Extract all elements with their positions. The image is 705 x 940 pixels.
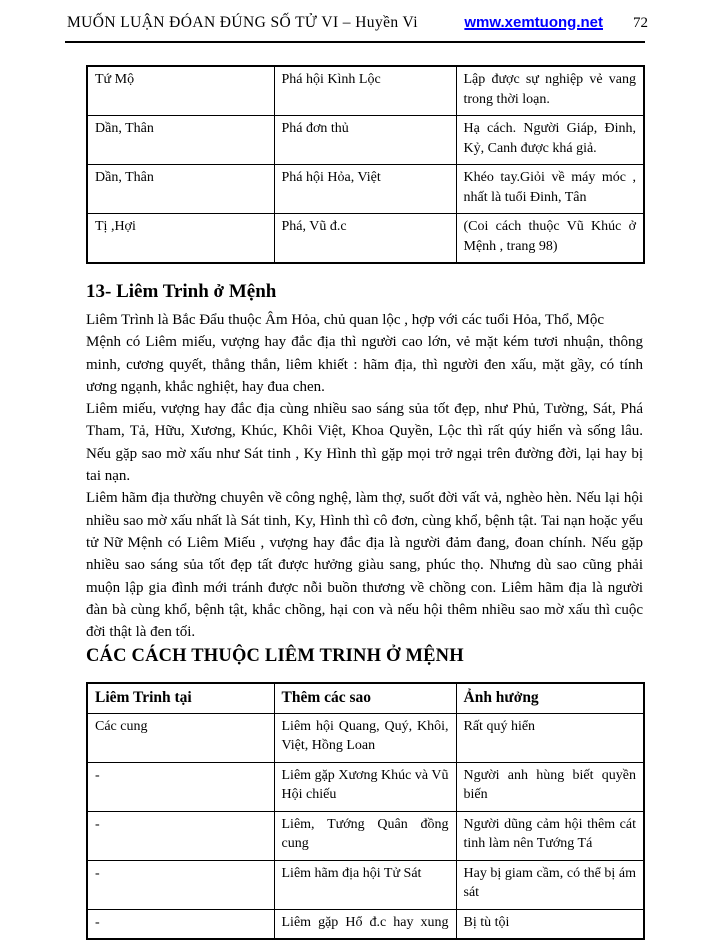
table-cell: Hạ cách. Người Giáp, Đinh, Kỷ, Canh được khá giả. (456, 116, 644, 165)
table-cell: Tứ Mộ (87, 66, 274, 116)
table-cell: Phá đơn thủ (274, 116, 456, 165)
table-row (87, 811, 644, 860)
body-paragraph: Liêm hãm địa thường chuyên về công nghệ, làm thợ, suốt đời vất vả, nghèo hèn. Nếu lại hội nhiều sao mờ xấu nhất là Sát tinh, Ky, Hình thì cô đơn, cùng khổ, bệnh tật. Tai nạn hoặc yểu tử Nữ Mệnh có Liêm Miếu , vượng hay đắc địa là người đảm đang, đoan chính. Nếu gặp nhiều sao sáng sủa tốt đẹp tất được hưởng giàu sang, phúc thọ. Nhưng dù sao cũng phải muộn lập gia đình mới tránh được nỗi buồn thương về chồng con. Liêm hãm địa là người đàn bà cùng khổ, bệnh tật, khắc chồng, hại con và nếu hội thêm nhiều sao mờ xấu thì cuộc đời thật là đen tối. (86, 490, 643, 641)
website-link[interactable]: wmw.xemtuong.net (464, 14, 603, 31)
body-paragraph: Liêm miếu, vượng hay đắc địa cùng nhiều sao sáng sủa tốt đẹp, như Phủ, Tường, Sát, Phá Tham, Tả, Hữu, Xương, Khúc, Khôi Việt, Khoa Quyền, Lộc thì rất qúy hiển và sống lâu. Nếu gặp sao mờ xấu như Sát tinh , Ky Hình thì gặp mọi trở ngại trên đường đời, lại hay bị tai nạn. (86, 401, 643, 485)
table-cell: Các cung (87, 713, 274, 762)
table-row (87, 909, 644, 939)
table-row (87, 116, 644, 165)
table-cell: Bị tù tội (456, 909, 644, 939)
page-content (86, 65, 643, 940)
table-row (87, 762, 644, 811)
pha-quan-cases-table (86, 65, 645, 264)
table-cell: Người anh hùng biết quyền biến (456, 762, 644, 811)
table-cell: - (87, 860, 274, 909)
table-cell: Rất quý hiển (456, 713, 644, 762)
table-cell: Liêm hội Quang, Quý, Khôi, Việt, Hồng Loan (274, 713, 456, 762)
cach-heading: CÁC CÁCH THUỘC LIÊM TRINH Ở MỆNH (86, 646, 464, 667)
body-paragraph: Mệnh có Liêm miếu, vượng hay đắc địa thì người cao lớn, vẻ mặt kém tươi nhuận, thông minh, cương quyết, thẳng thắn, liêm khiết : hãm địa, thì người đen xấu, mặt gầy, có tính ương ngạnh, khắc nghiệt, hay đua chen. (86, 334, 643, 395)
table-cell: Liêm, Tướng Quân đồng cung (274, 811, 456, 860)
table-cell: - (87, 762, 274, 811)
table-row (87, 214, 644, 264)
table-cell: (Coi cách thuộc Vũ Khúc ở Mệnh , trang 98) (456, 214, 644, 264)
column-header: Liêm Trinh tại (87, 683, 274, 713)
table-cell: Liêm gặp Hổ đ.c hay xung (274, 909, 456, 939)
table-cell: Dần, Thân (87, 116, 274, 165)
table-cell: Khéo tay.Giỏi về máy móc , nhất là tuổi Đinh, Tân (456, 165, 644, 214)
column-header: Ảnh hưởng (456, 683, 644, 713)
table-cell: Lập được sự nghiệp vẻ vang trong thời loạn. (456, 66, 644, 116)
table-row (87, 165, 644, 214)
liem-trinh-cases-table (86, 682, 645, 940)
table-cell: - (87, 811, 274, 860)
table-row (87, 713, 644, 762)
table-cell: Liêm hãm địa hội Tử Sát (274, 860, 456, 909)
page-number: 72 (633, 15, 648, 31)
page-header (0, 14, 705, 32)
table-cell: Liêm gặp Xương Khúc và Vũ Hội chiếu (274, 762, 456, 811)
table-row (87, 66, 644, 116)
table-cell: Phá hội Hỏa, Việt (274, 165, 456, 214)
table-header-row (87, 683, 644, 713)
table-cell: Tị ,Hợi (87, 214, 274, 264)
table-row (87, 860, 644, 909)
table-cell: Người dũng cảm hội thêm cát tinh làm nên Tướng Tá (456, 811, 644, 860)
table-cell: Phá, Vũ đ.c (274, 214, 456, 264)
section-heading: 13- Liêm Trinh ở Mệnh (86, 281, 277, 302)
table-cell: Hay bị giam cầm, có thể bị ám sát (456, 860, 644, 909)
column-header: Thêm các sao (274, 683, 456, 713)
table-cell: Phá hội Kình Lộc (274, 66, 456, 116)
table-cell: - (87, 909, 274, 939)
table-cell: Dần, Thân (87, 165, 274, 214)
section-body (86, 309, 643, 643)
header-divider (65, 41, 645, 43)
book-title: MUỐN LUẬN ĐÓAN ĐÚNG SỐ TỬ VI – Huyền Vi (67, 14, 418, 31)
body-paragraph: Liêm Trình là Bắc Đẩu thuộc Âm Hỏa, chủ quan lộc , hợp với các tuổi Hỏa, Thổ, Mộc (86, 312, 604, 328)
